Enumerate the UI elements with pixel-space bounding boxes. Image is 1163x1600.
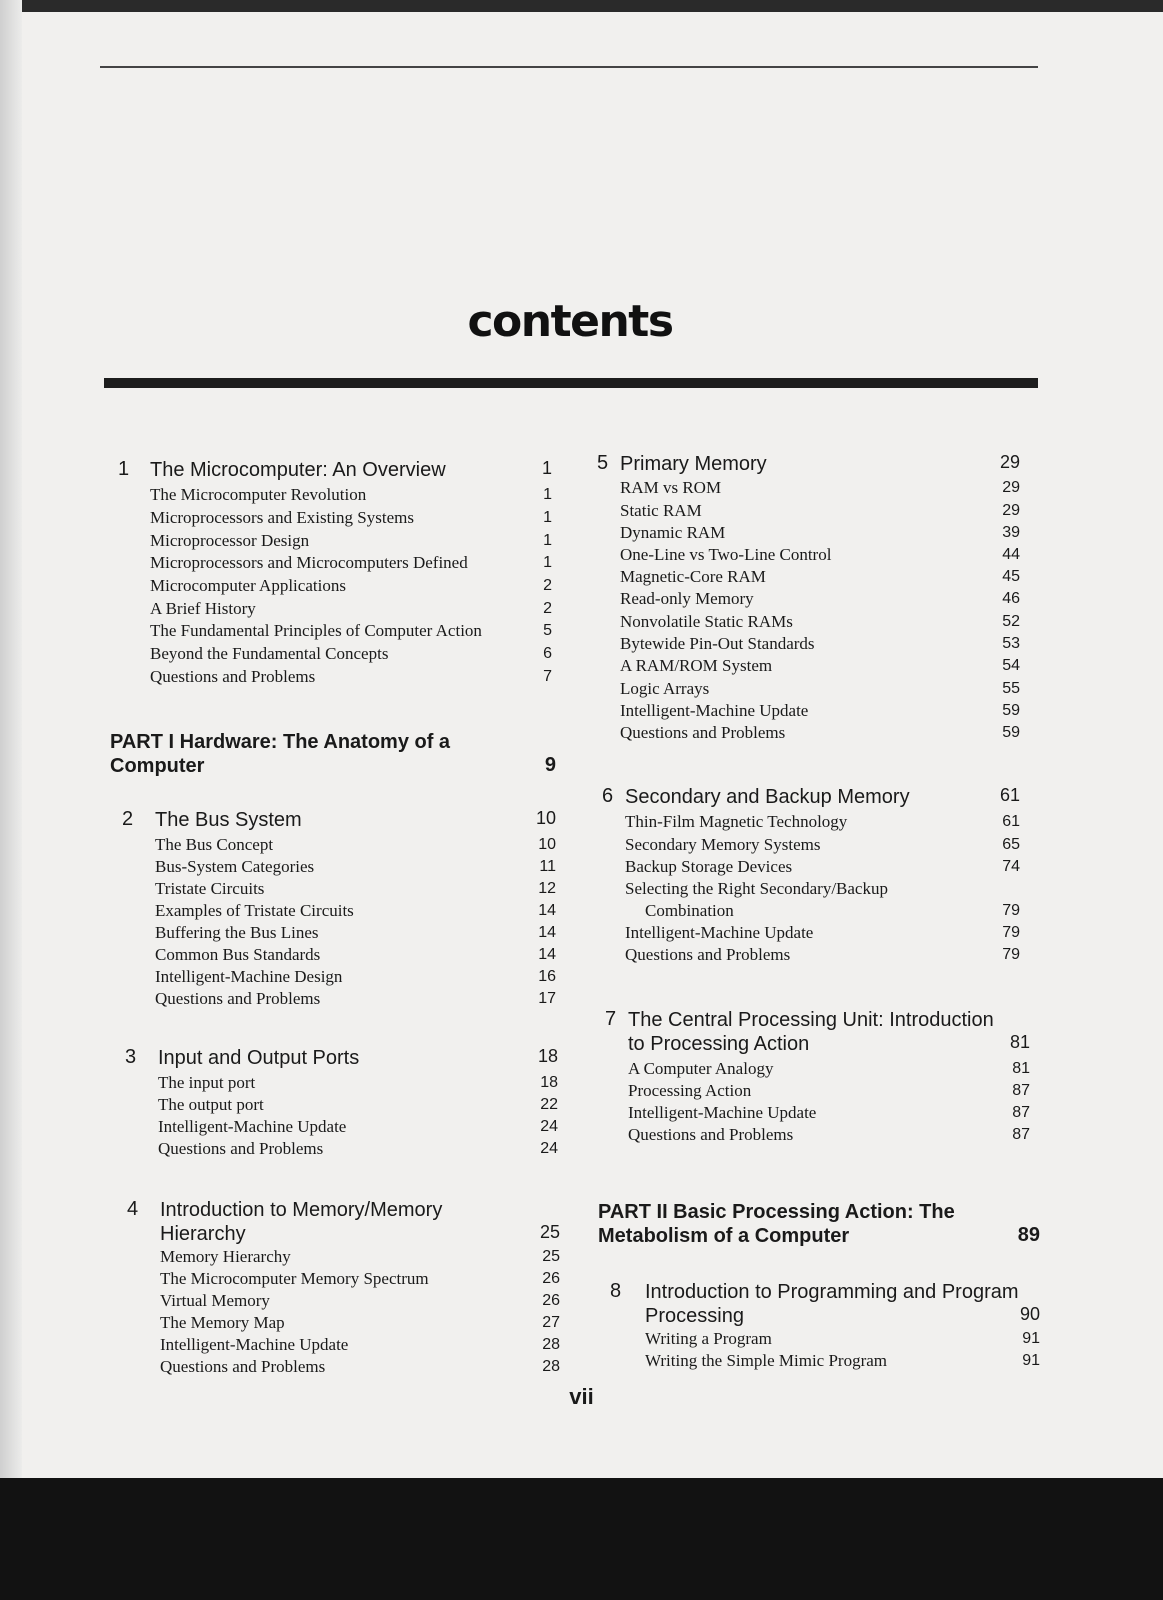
top-page-shadow <box>0 0 1163 12</box>
section-page: 59 <box>1002 702 1020 719</box>
page-title: contents <box>467 296 673 347</box>
section-title: Microprocessor Design <box>150 531 310 550</box>
chapter-number: 6 <box>602 785 614 807</box>
section-page: 25 <box>542 1248 560 1265</box>
section-title: Bus-System Categories <box>155 857 315 876</box>
section-title: Writing a Program <box>645 1329 772 1348</box>
section-page: 81 <box>1012 1060 1030 1077</box>
section-page: 2 <box>543 577 552 594</box>
section-title: Questions and Problems <box>160 1357 326 1376</box>
chapter-title-line-2: Hierarchy <box>160 1223 246 1245</box>
part-title-line-2: Computer <box>110 755 205 777</box>
section-page: 1 <box>543 509 552 526</box>
section-title: The Microcomputer Revolution <box>150 485 367 504</box>
section-page: 46 <box>1002 590 1020 607</box>
section-page: 45 <box>1002 568 1020 585</box>
section-title: RAM vs ROM <box>620 478 722 497</box>
section-title: Nonvolatile Static RAMs <box>620 612 793 631</box>
section-page: 87 <box>1012 1126 1030 1143</box>
section-title: Intelligent-Machine Update <box>628 1103 817 1122</box>
chapter-title: Secondary and Backup Memory <box>625 786 910 808</box>
chapter-page: 29 <box>999 452 1020 472</box>
section-page: 28 <box>542 1336 560 1353</box>
section-title: Intelligent-Machine Update <box>620 701 809 720</box>
section-page: 22 <box>540 1096 558 1113</box>
chapter-number: 7 <box>605 1008 617 1030</box>
section-page: 29 <box>1002 479 1020 496</box>
section-title: Questions and Problems <box>150 667 316 686</box>
bottom-dark-band <box>0 1478 1163 1600</box>
section-title: Intelligent-Machine Update <box>158 1117 347 1136</box>
chapter-title-line-1: Introduction to Memory/Memory <box>160 1199 443 1221</box>
section-page: 7 <box>543 668 552 685</box>
section-title: The output port <box>158 1095 264 1114</box>
section-title: Intelligent-Machine Design <box>155 967 343 986</box>
section-title: Secondary Memory Systems <box>625 835 821 854</box>
section-page: 44 <box>1002 546 1020 563</box>
part-page: 89 <box>1017 1224 1040 1246</box>
section-page: 59 <box>1002 724 1020 741</box>
section-title: Combination <box>645 901 734 920</box>
section-title: One-Line vs Two-Line Control <box>620 545 832 564</box>
chapter-number: 8 <box>610 1280 622 1302</box>
section-title: Questions and Problems <box>158 1139 324 1158</box>
section-page: 14 <box>538 902 556 919</box>
chapter-title-line-1: Introduction to Programming and Program <box>645 1281 1019 1303</box>
chapter-title: Primary Memory <box>620 453 767 475</box>
section-title: Selecting the Right Secondary/Backup <box>625 879 888 898</box>
chapter-page: 18 <box>537 1046 558 1066</box>
section-page: 6 <box>543 645 552 662</box>
page-gutter-shadow <box>0 0 22 1600</box>
chapter-title-line-2: to Processing Action <box>628 1033 810 1055</box>
section-title: Dynamic RAM <box>620 523 726 542</box>
chapter-title: The Microcomputer: An Overview <box>150 459 446 481</box>
section-title: Memory Hierarchy <box>160 1247 291 1266</box>
section-title: Processing Action <box>628 1081 752 1100</box>
section-page: 53 <box>1002 635 1020 652</box>
page-folio: vii <box>569 1384 594 1409</box>
section-page: 52 <box>1002 613 1020 630</box>
section-title: Microprocessors and Microcomputers Defined <box>150 553 468 572</box>
section-page: 14 <box>538 924 556 941</box>
chapter-page: 1 <box>541 458 552 478</box>
section-title: Microcomputer Applications <box>150 576 346 595</box>
section-title: Questions and Problems <box>628 1125 794 1144</box>
section-title: Static RAM <box>620 501 702 520</box>
section-title: Questions and Problems <box>625 945 791 964</box>
section-page: 1 <box>543 486 552 503</box>
chapter-title: The Bus System <box>155 809 302 831</box>
section-page: 5 <box>543 622 552 639</box>
chapter-number: 2 <box>122 808 134 830</box>
section-page: 18 <box>540 1074 558 1091</box>
section-title: A Computer Analogy <box>628 1059 774 1078</box>
chapter-page: 10 <box>535 808 556 828</box>
part-title-line-1: PART I Hardware: The Anatomy of a <box>110 731 451 753</box>
section-title: Writing the Simple Mimic Program <box>645 1351 888 1370</box>
chapter-page: 90 <box>1019 1304 1040 1324</box>
section-title: Buffering the Bus Lines <box>155 923 319 942</box>
section-title: Logic Arrays <box>620 679 710 698</box>
chapter-page: 81 <box>1009 1032 1030 1052</box>
section-title: The Fundamental Principles of Computer Action <box>150 621 482 640</box>
section-title: Magnetic-Core RAM <box>620 567 766 586</box>
section-title: A RAM/ROM System <box>620 656 773 675</box>
section-page: 61 <box>1002 813 1020 830</box>
part-title-line-2: Metabolism of a Computer <box>598 1225 850 1247</box>
section-title: Questions and Problems <box>155 989 321 1008</box>
section-title: Bytewide Pin-Out Standards <box>620 634 815 653</box>
chapter-title: Input and Output Ports <box>158 1047 360 1069</box>
section-page: 24 <box>540 1118 558 1135</box>
section-page: 91 <box>1022 1330 1040 1347</box>
section-page: 29 <box>1002 502 1020 519</box>
chapter-number: 1 <box>118 458 130 480</box>
section-page: 10 <box>538 836 556 853</box>
section-title: The input port <box>158 1073 256 1092</box>
section-page: 87 <box>1012 1104 1030 1121</box>
chapter-title-line-2: Processing <box>645 1305 744 1327</box>
section-title: Tristate Circuits <box>155 879 265 898</box>
section-page: 79 <box>1002 946 1020 963</box>
section-title: Read-only Memory <box>620 589 754 608</box>
section-title: Thin-Film Magnetic Technology <box>625 812 848 831</box>
section-page: 12 <box>538 880 556 897</box>
chapter-page: 61 <box>999 785 1020 805</box>
section-page: 11 <box>539 858 556 875</box>
section-page: 26 <box>542 1270 560 1287</box>
section-title: Questions and Problems <box>620 723 786 742</box>
chapter-title-line-1: The Central Processing Unit: Introduction <box>628 1009 994 1031</box>
section-title: The Memory Map <box>160 1313 285 1332</box>
section-page: 65 <box>1002 836 1020 853</box>
section-page: 79 <box>1002 902 1020 919</box>
chapter-number: 5 <box>597 452 609 474</box>
section-title: The Microcomputer Memory Spectrum <box>160 1269 429 1288</box>
section-page: 14 <box>538 946 556 963</box>
section-page: 55 <box>1002 680 1020 697</box>
top-rule <box>100 66 1038 68</box>
part-page: 9 <box>544 754 556 776</box>
section-title: Beyond the Fundamental Concepts <box>150 644 389 663</box>
section-page: 39 <box>1002 524 1020 541</box>
section-page: 1 <box>543 554 552 571</box>
section-title: Examples of Tristate Circuits <box>155 901 354 920</box>
section-page: 16 <box>538 968 556 985</box>
part-title-line-1: PART II Basic Processing Action: The <box>598 1201 955 1223</box>
section-title: Virtual Memory <box>160 1291 270 1310</box>
section-title: The Bus Concept <box>155 835 274 854</box>
section-page: 17 <box>538 990 556 1007</box>
section-page: 91 <box>1022 1352 1040 1369</box>
section-title: Backup Storage Devices <box>625 857 793 876</box>
section-page: 26 <box>542 1292 560 1309</box>
chapter-page: 25 <box>539 1222 560 1242</box>
chapter-number: 3 <box>125 1046 137 1068</box>
section-page: 54 <box>1002 657 1020 674</box>
section-page: 2 <box>543 600 552 617</box>
section-title: Intelligent-Machine Update <box>160 1335 349 1354</box>
section-page: 87 <box>1012 1082 1030 1099</box>
section-page: 74 <box>1002 858 1020 875</box>
chapter-number: 4 <box>127 1198 139 1220</box>
section-page: 24 <box>540 1140 558 1157</box>
section-title: Microprocessors and Existing Systems <box>150 508 414 527</box>
section-page: 28 <box>542 1358 560 1375</box>
section-page: 79 <box>1002 924 1020 941</box>
section-title: Common Bus Standards <box>155 945 321 964</box>
section-page: 27 <box>542 1314 560 1331</box>
section-page: 1 <box>543 532 552 549</box>
section-title: Intelligent-Machine Update <box>625 923 814 942</box>
heading-rule <box>104 378 1038 388</box>
section-title: A Brief History <box>150 599 256 618</box>
